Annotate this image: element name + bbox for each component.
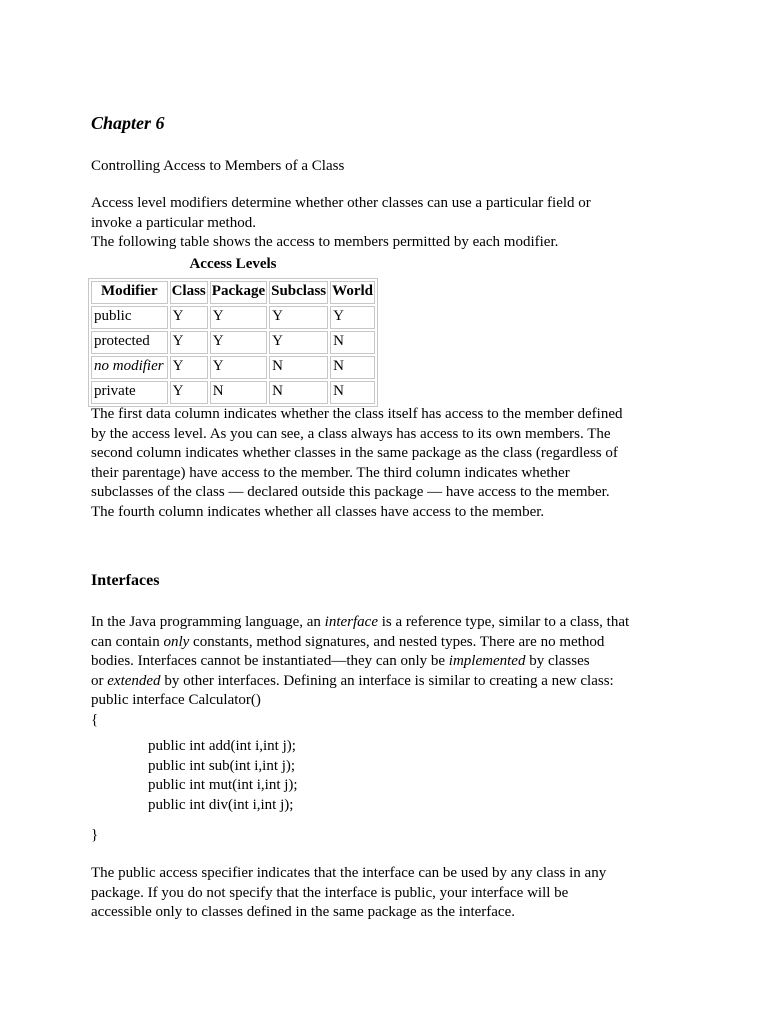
header-cell: World [330, 281, 375, 304]
header-cell: Package [210, 281, 267, 304]
table-cell: Y [170, 331, 208, 354]
code-declaration: public interface Calculator() [91, 692, 261, 708]
code-method: public int mut(int i,int j); [148, 777, 298, 793]
intro-line: The following table shows the access to members permitted by each modifier. [91, 234, 559, 250]
section-subtitle: Controlling Access to Members of a Class [91, 158, 345, 174]
table-row [91, 381, 375, 404]
text-run: In the Java programming language, an [91, 614, 325, 630]
chapter-title: Chapter 6 [91, 113, 165, 133]
table-cell: private [91, 381, 168, 404]
table-cell: N [269, 381, 328, 404]
paragraph-line [91, 652, 676, 672]
table-cell: Y [269, 306, 328, 329]
intro-paragraph [91, 194, 671, 253]
table-cell: N [330, 331, 375, 354]
access-explanation-paragraph [91, 405, 676, 522]
table-cell: Y [210, 331, 267, 354]
code-method: public int sub(int i,int j); [148, 757, 296, 774]
table-cell: Y [210, 306, 267, 329]
paragraph-line [91, 613, 676, 633]
emphasis-only: only [163, 633, 190, 650]
intro-line: Access level modifiers determine whether other classes can use a particular field or [91, 195, 591, 211]
table-cell: Y [269, 331, 328, 354]
code-close-brace: } [91, 827, 99, 843]
text-run: or [91, 672, 108, 689]
table-cell: Y [330, 306, 375, 329]
paragraph-line: their parentage) have access to the member. The third column indicates whether [91, 464, 570, 481]
text-run: constants, method signatures, and nested types. There are no method [189, 633, 605, 650]
paragraph-line: accessible only to classes defined in the same package as the interface. [91, 904, 515, 920]
paragraph-line: second column indicates whether classes in the same package as the class (regardless of [91, 445, 618, 461]
table-row [91, 331, 375, 354]
paragraph-line [91, 672, 676, 692]
emphasis-extended: extended [107, 672, 161, 689]
table-header-row [91, 281, 375, 304]
paragraph-line: The fourth column indicates whether all classes have access to the member. [91, 503, 545, 520]
paragraph-line: The public access specifier indicates that the interface can be used by any class in any [91, 865, 607, 881]
header-cell: Class [170, 281, 208, 304]
table-cell: Y [170, 356, 208, 379]
text-run: can contain [91, 633, 164, 650]
public-specifier-paragraph [91, 864, 676, 923]
code-method: public int add(int i,int j); [148, 738, 296, 754]
code-method: public int div(int i,int j); [148, 796, 294, 813]
table-cell: Y [170, 381, 208, 404]
table-cell: N [330, 381, 375, 404]
table-cell: Y [210, 356, 267, 379]
table-cell: public [91, 306, 168, 329]
interfaces-heading: Interfaces [91, 572, 160, 589]
table-cell: protected [91, 331, 168, 354]
table-cell: Y [170, 306, 208, 329]
code-open-brace: { [91, 711, 99, 728]
text-run: bodies. Interfaces cannot be instantiated—they can only be [91, 653, 449, 669]
text-run: by other interfaces. Defining an interface is similar to creating a new class: [160, 672, 614, 689]
table-cell: no modifier [91, 356, 168, 379]
intro-line: invoke a particular method. [91, 214, 256, 231]
table-caption: Access Levels [189, 256, 277, 272]
paragraph-line: The first data column indicates whether the class itself has access to the member defined [91, 406, 623, 422]
text-run: is a reference type, similar to a class, that [378, 614, 630, 630]
table-cell: N [210, 381, 267, 404]
table-cell: N [269, 356, 328, 379]
access-levels-table [88, 253, 378, 407]
table-row [91, 306, 375, 329]
header-cell: Subclass [269, 281, 328, 304]
paragraph-line: by the access level. As you can see, a class always has access to its own members. The [91, 425, 611, 442]
emphasis-interface: interface [324, 614, 378, 630]
emphasis-implemented: implemented [448, 653, 526, 669]
header-cell: Modifier [91, 281, 168, 304]
paragraph-line: subclasses of the class — declared outside this package — have access to the member. [91, 484, 610, 500]
table-row [91, 356, 375, 379]
paragraph-line [91, 633, 676, 653]
code-block [91, 691, 298, 815]
interfaces-paragraph [91, 613, 676, 691]
text-run: by classes [525, 653, 590, 669]
paragraph-line: package. If you do not specify that the interface is public, your interface will be [91, 884, 569, 901]
table-cell: N [330, 356, 375, 379]
